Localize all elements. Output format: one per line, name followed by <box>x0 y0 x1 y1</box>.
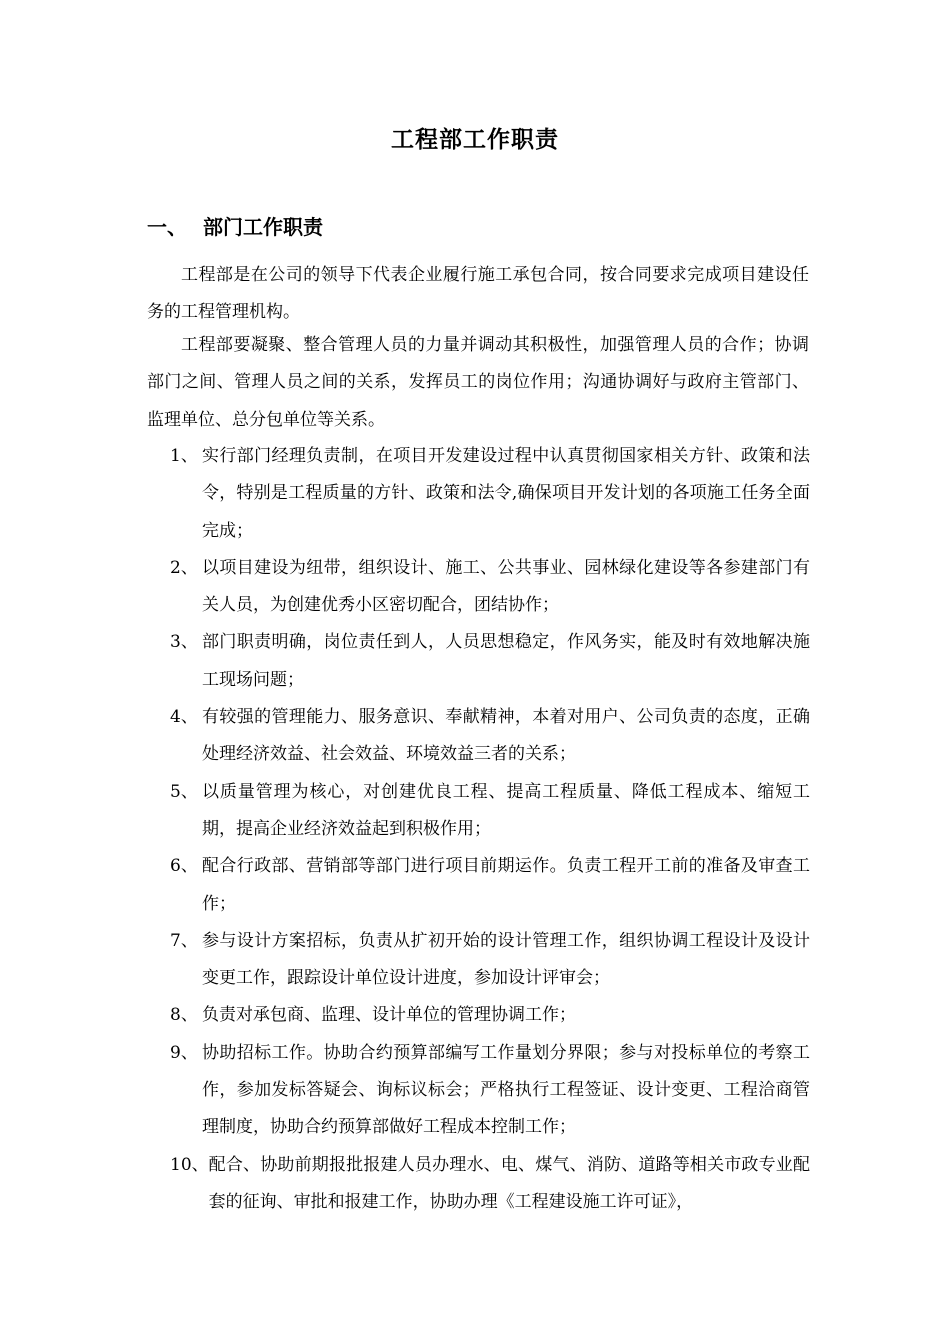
list-item-text: 实行部门经理负责制，在项目开发建设过程中认真贯彻国家相关方针、政策和法令，特别是工程质量的方针、政策和法令,确保项目开发计划的各项施工任务全面完成； <box>202 446 810 541</box>
list-item <box>170 1147 810 1222</box>
list-item-number: 6、 <box>170 856 198 877</box>
list-item <box>170 997 810 1034</box>
document-title: 工程部工作职责 <box>391 126 559 153</box>
list-item-number: 1、 <box>170 446 198 466</box>
paragraph-coordination: 工程部要凝聚、整合管理人员的力量并调动其积极性，加强管理人员的合作；协调部门之间、管理人员之间的关系，发挥员工的岗位作用；沟通协调好与政府主管部门、监理单位、总分包单位等关系。 <box>147 335 809 430</box>
list-item-text: 配合行政部、营销部等部门进行项目前期运作。负责工程开工前的准备及审查工作； <box>202 856 810 914</box>
list-item-text: 负责对承包商、监理、设计单位的管理协调工作； <box>202 1005 576 1026</box>
list-item <box>170 1035 810 1147</box>
list-item-number: 2、 <box>170 557 198 578</box>
list-item-number: 7、 <box>170 930 198 951</box>
section-number: 一、 <box>147 215 187 239</box>
list-item-number: 5、 <box>170 781 198 802</box>
list-item-text: 有较强的管理能力、服务意识、奉献精神，本着对用户、公司负责的态度，正确处理经济效益、社会效益、环境效益三者的关系； <box>202 707 810 765</box>
duty-list <box>170 438 810 1221</box>
section-heading <box>147 209 323 245</box>
list-item <box>170 848 810 923</box>
list-item <box>170 624 810 699</box>
list-item-text: 以项目建设为纽带，组织设计、施工、公共事业、园林绿化建设等各参建部门有关人员，为创建优秀小区密切配合，团结协作； <box>202 557 810 616</box>
list-item-number: 4、 <box>170 707 198 728</box>
list-item <box>170 774 810 849</box>
list-item-text: 部门职责明确，岗位责任到人，人员思想稳定，作风务实，能及时有效地解决施工现场问题； <box>202 632 810 690</box>
list-item <box>170 923 810 998</box>
list-item-number: 3、 <box>170 632 198 653</box>
section-heading-text: 部门工作职责 <box>203 215 323 239</box>
list-item-text: 参与设计方案招标，负责从扩初开始的设计管理工作，组织协调工程设计及设计变更工作，跟踪设计单位设计进度，参加设计评审会； <box>202 930 810 989</box>
list-item-number: 9、 <box>170 1042 198 1063</box>
list-item <box>170 550 810 625</box>
list-item-text: 配合、协助前期报批报建人员办理水、电、煤气、消防、道路等相关市政专业配套的征询、审批和报建工作，协助办理《工程建设施工许可证》， <box>208 1154 810 1212</box>
list-item <box>170 438 810 550</box>
list-item-number: 10、 <box>170 1154 209 1175</box>
list-item-number: 8、 <box>170 1005 198 1026</box>
list-item-text: 协助招标工作。协助合约预算部编写工作量划分界限；参与对投标单位的考察工作，参加发标答疑会、询标议标会；严格执行工程签证、设计变更、工程洽商管理制度，协助合约预算部做好工程成本控制工作； <box>202 1042 810 1138</box>
list-item <box>170 699 810 774</box>
paragraph-intro: 工程部是在公司的领导下代表企业履行施工承包合同，按合同要求完成项目建设任务的工程管理机构。 <box>147 265 809 323</box>
list-item-text: 以质量管理为核心，对创建优良工程、提高工程质量、降低工程成本、缩短工期，提高企业经济效益起到积极作用； <box>202 781 810 839</box>
